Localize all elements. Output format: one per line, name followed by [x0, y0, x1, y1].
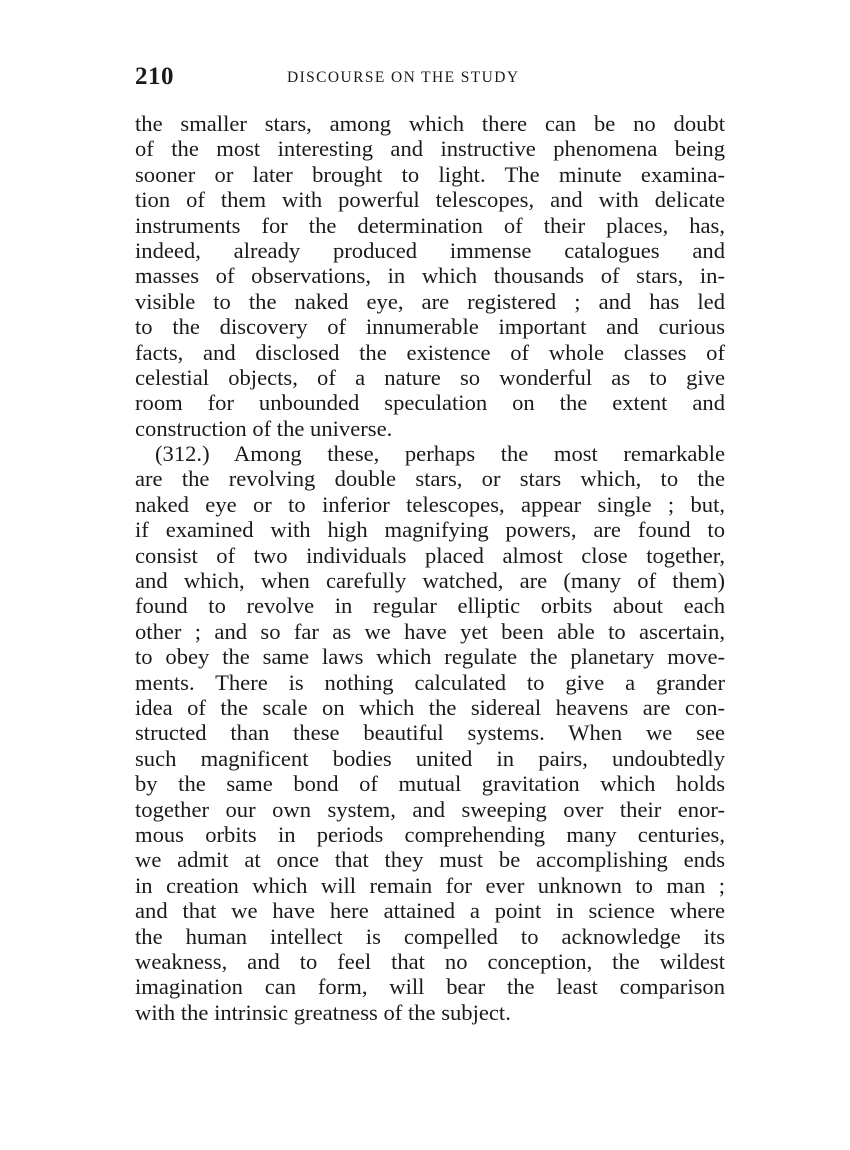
- text-line: are the revolving double stars, or stars which, to the: [135, 466, 725, 492]
- text-line: instruments for the determination of their places, has,: [135, 212, 725, 238]
- text-line: mous orbits in periods comprehending many centuries,: [135, 821, 725, 847]
- text-line: the human intellect is compelled to acknowledge its: [135, 923, 725, 949]
- text-line: to obey the same laws which regulate the planetary move-: [135, 644, 725, 670]
- text-line: structed than these beautiful systems. When we see: [135, 720, 725, 746]
- text-line: idea of the scale on which the sidereal heavens are con-: [135, 694, 725, 720]
- text-line: indeed, already produced immense catalogues and: [135, 237, 725, 263]
- text-line: consist of two individuals placed almost close together,: [135, 542, 725, 568]
- text-line: ments. There is nothing calculated to give a grander: [135, 669, 725, 695]
- text-line: the smaller stars, among which there can be no doubt: [135, 111, 725, 136]
- text-line: room for unbounded speculation on the extent and: [135, 390, 725, 416]
- text-line: naked eye or to inferior telescopes, appear single ; but,: [135, 491, 725, 517]
- text-line: other ; and so far as we have yet been able to ascertain,: [135, 618, 725, 644]
- paragraph: [135, 441, 725, 1025]
- text-line: found to revolve in regular elliptic orbits about each: [135, 593, 725, 619]
- text-line: with the intrinsic greatness of the subject.: [135, 999, 511, 1025]
- text-line: we admit at once that they must be accomplishing ends: [135, 847, 725, 873]
- text-line: visible to the naked eye, are registered ; and has led: [135, 288, 725, 314]
- text-line: if examined with high magnifying powers, are found to: [135, 517, 725, 543]
- text-line: (312.) Among these, perhaps the most remarkable: [155, 441, 725, 467]
- page-number: 210: [135, 63, 174, 90]
- text-line: tion of them with powerful telescopes, and with delicate: [135, 187, 725, 213]
- body-text: [135, 111, 725, 1025]
- text-line: together our own system, and sweeping over their enor-: [135, 796, 725, 822]
- text-line: such magnificent bodies united in pairs, undoubtedly: [135, 745, 725, 771]
- paragraph: [135, 111, 725, 441]
- text-line: celestial objects, of a nature so wonderful as to give: [135, 364, 725, 390]
- text-line: facts, and disclosed the existence of whole classes of: [135, 339, 725, 365]
- text-line: in creation which will remain for ever unknown to man ;: [135, 872, 725, 898]
- text-line: of the most interesting and instructive phenomena being: [135, 136, 725, 162]
- running-head: [135, 62, 725, 92]
- text-line: sooner or later brought to light. The minute examina-: [135, 161, 725, 187]
- text-line: and that we have here attained a point in science where: [135, 898, 725, 924]
- text-line: to the discovery of innumerable important and curious: [135, 314, 725, 340]
- text-line: masses of observations, in which thousands of stars, in-: [135, 263, 725, 289]
- text-line: construction of the universe.: [135, 415, 393, 441]
- text-line: imagination can form, will bear the least comparison: [135, 974, 725, 1000]
- running-head-title: DISCOURSE ON THE STUDY: [287, 69, 520, 86]
- text-line: weakness, and to feel that no conception, the wildest: [135, 948, 725, 974]
- text-line: and which, when carefully watched, are (many of them): [135, 568, 725, 594]
- text-line: by the same bond of mutual gravitation which holds: [135, 771, 725, 797]
